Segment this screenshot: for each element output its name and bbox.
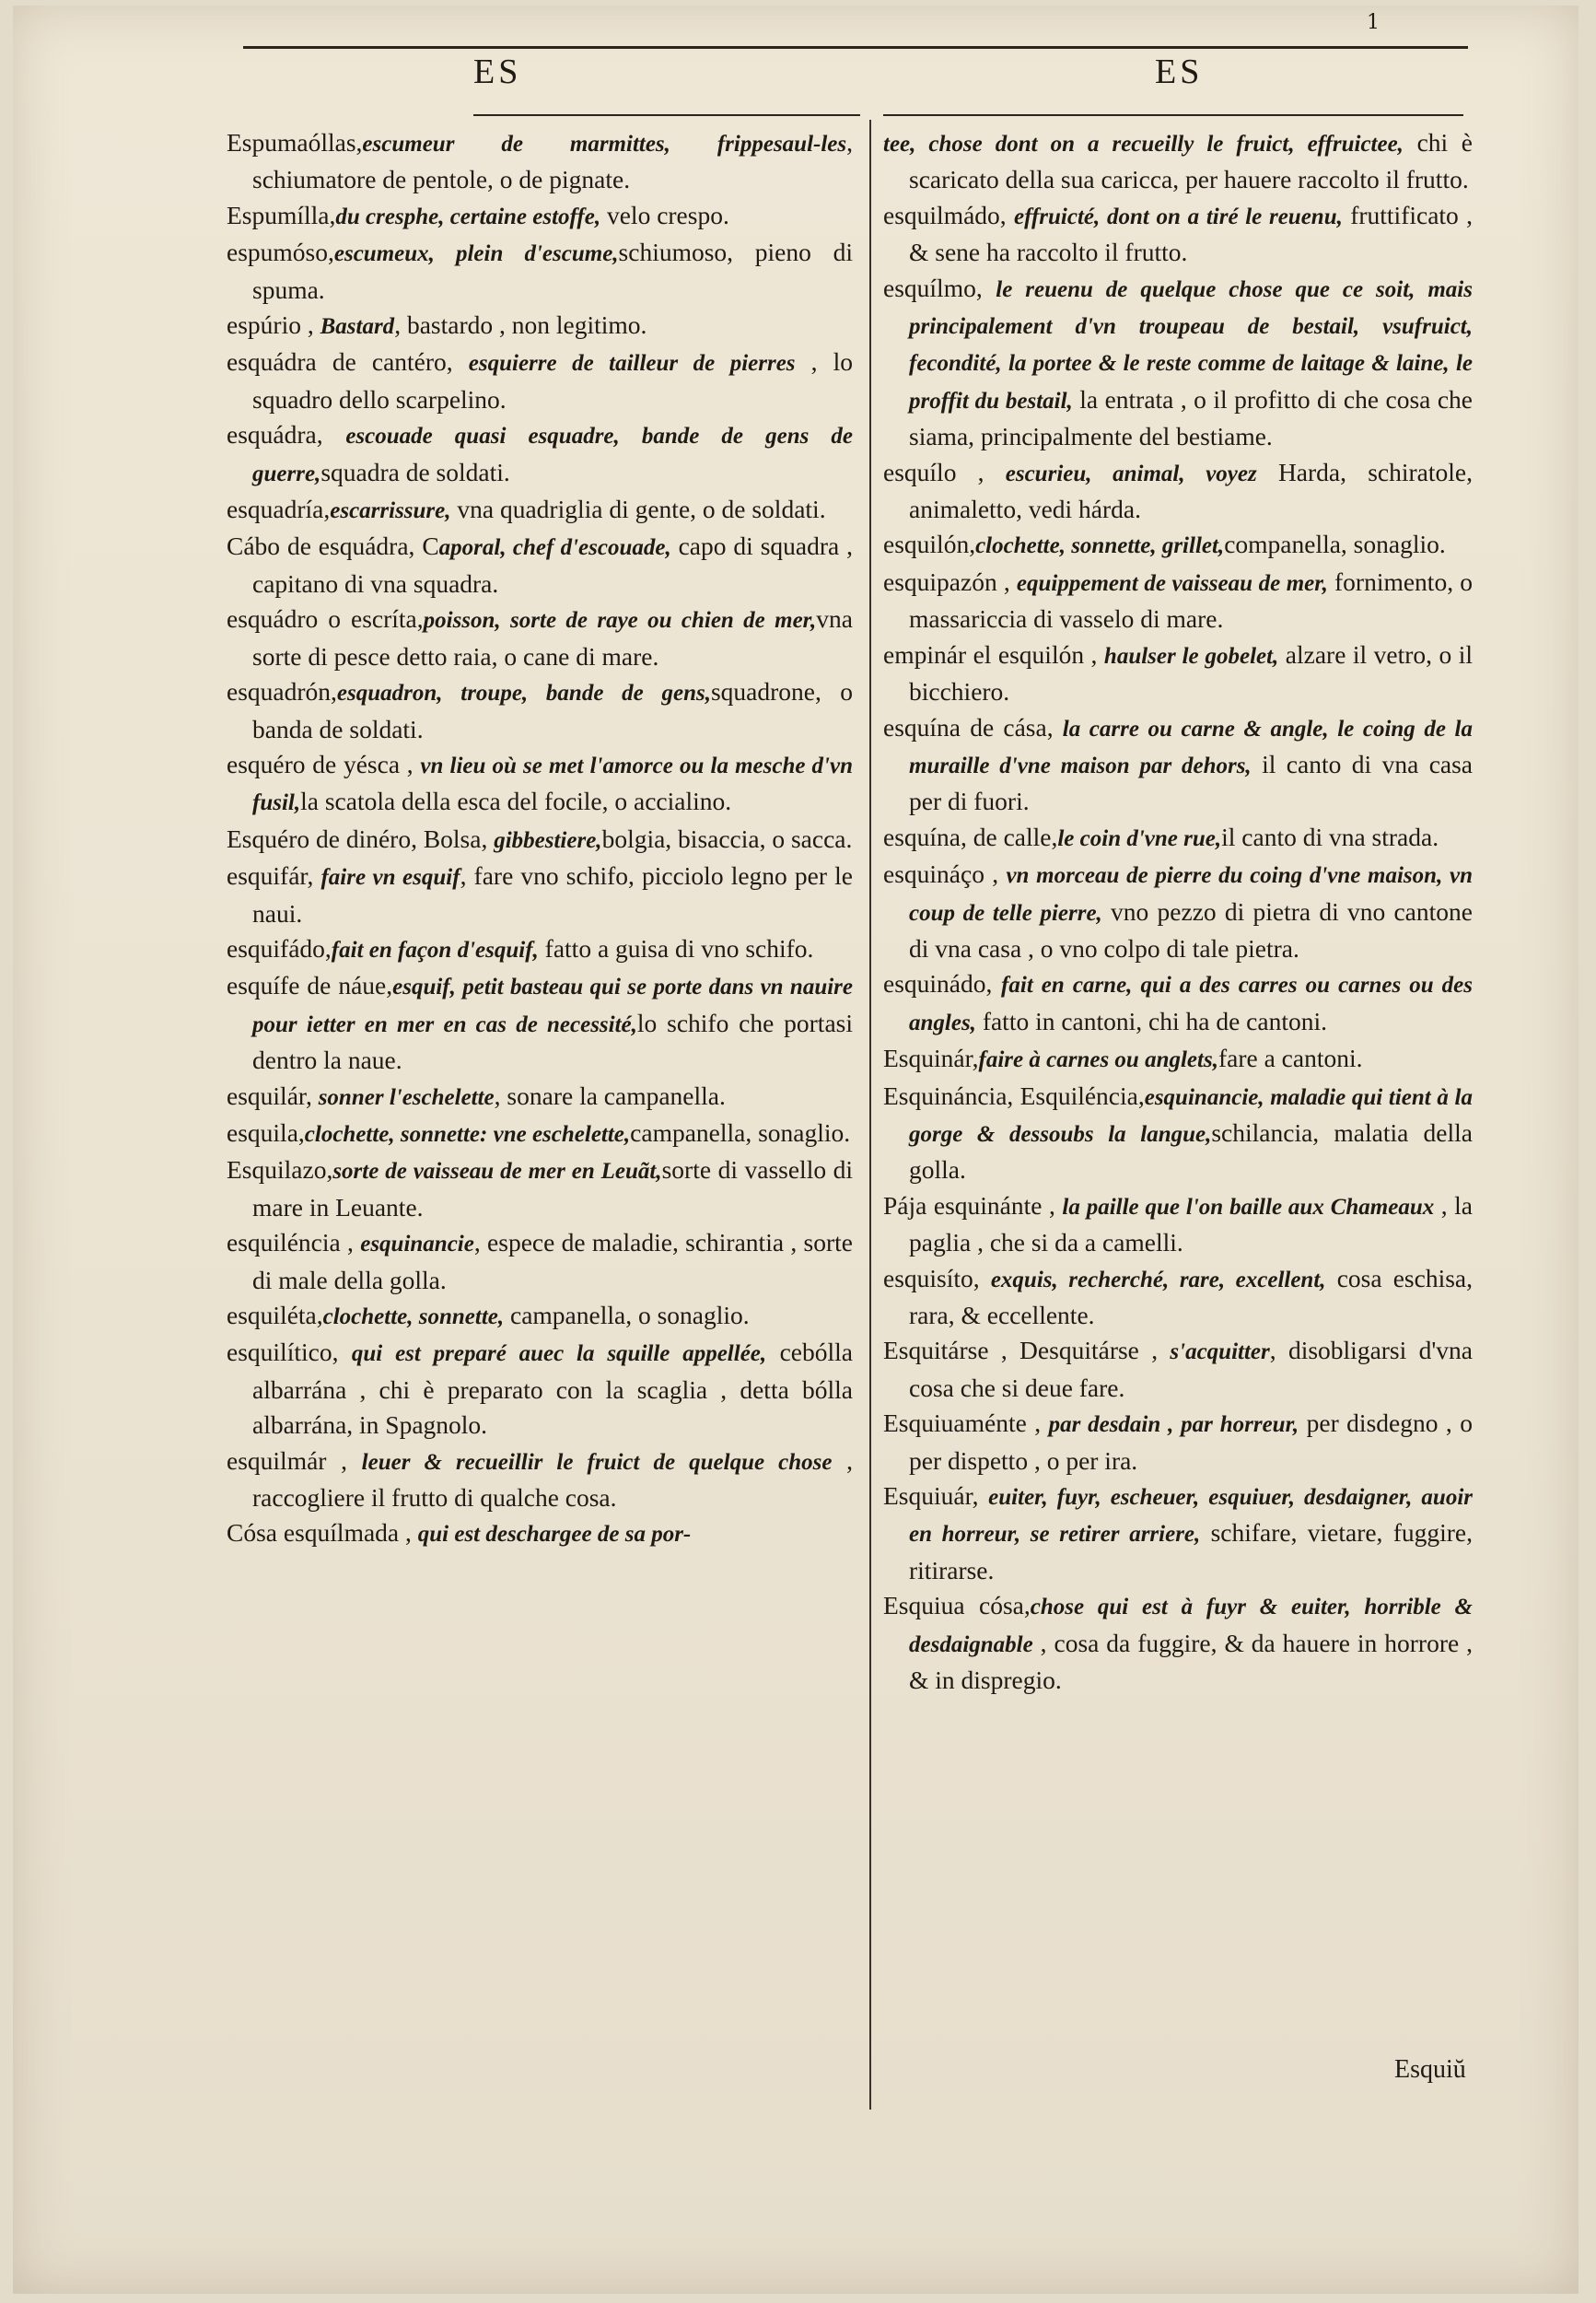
italian-gloss: , raccogliere il frutto di qualche cosa. xyxy=(252,1445,853,1513)
headword-text: esquilítico, xyxy=(227,1338,352,1367)
french-gloss: le reuenu de quelque chose que ce soit, mais principalement d'vn troupeau de bestail, vsufruict, fecondité, la portee & le reste comme de laitage & laine, le proffit du bestail, xyxy=(909,276,1473,414)
dictionary-entry xyxy=(227,529,853,602)
headword-text: Espumílla, xyxy=(227,200,336,229)
italian-gloss: companella, sonaglio. xyxy=(1224,530,1446,559)
dictionary-entry xyxy=(883,1041,1473,1078)
dictionary-entry xyxy=(227,1335,853,1443)
french-gloss: chose qui est à fuyr & euiter, horrible & desdaignable xyxy=(909,1595,1473,1657)
headword-text: esquináço , xyxy=(883,859,1007,889)
headword-text: esquadrón, xyxy=(227,677,337,707)
headword-text: esquífe de náue, xyxy=(227,971,393,1000)
french-gloss: equippement de vaisseau de mer, xyxy=(1016,570,1328,596)
french-gloss: esquadron, troupe, bande de gens, xyxy=(336,681,711,707)
french-gloss: du cresphe, certaine estoffe, xyxy=(335,204,601,229)
italian-gloss: bolgia, bisaccia, o sacca. xyxy=(601,824,853,853)
dictionary-entry xyxy=(227,1444,853,1516)
italian-gloss: fatto in cantoni, chi ha de cantoni. xyxy=(975,1006,1327,1035)
header-rule xyxy=(243,46,1468,49)
italian-gloss: fornimento, o massariccia di vasselo di mare. xyxy=(909,567,1473,634)
folio-mark: 1 xyxy=(1367,11,1380,34)
french-gloss: vn morceau de pierre du coing d'vne maison, vn coup de telle pierre, xyxy=(909,863,1473,926)
headword-text: espumóso, xyxy=(227,238,334,267)
dictionary-entry xyxy=(227,1298,853,1335)
dictionary-entry xyxy=(227,674,853,747)
french-gloss: euiter, fuyr, escheuer, esquiuer, desdaigner, auoir en horreur, se retirer arriere, xyxy=(909,1485,1473,1548)
french-gloss: sonner l'eschelette xyxy=(318,1084,495,1110)
italian-gloss: , sonare la campanella. xyxy=(494,1081,726,1110)
dictionary-entry xyxy=(227,345,853,417)
headword-text: esquisíto, xyxy=(883,1263,991,1292)
dictionary-entry xyxy=(883,271,1473,455)
italian-gloss: per disdegno , o per dispetto , o per ira. xyxy=(909,1409,1473,1475)
italian-gloss: cebólla albarrána , chi è preparato con la scaglia , detta bólla albarrána, in Spagnolo. xyxy=(252,1338,853,1440)
french-gloss: escumeux, plein d'escume, xyxy=(333,241,619,267)
dictionary-entry xyxy=(883,1079,1473,1188)
french-gloss: fait en carne, qui a des carres ou carnes ou des angles, xyxy=(909,973,1473,1035)
dictionary-entry xyxy=(883,1588,1473,1698)
headword-text: Esquiuaménte , xyxy=(883,1409,1049,1438)
italian-gloss: il canto di vna strada. xyxy=(1221,822,1439,851)
french-gloss: s'acquitter xyxy=(1170,1339,1270,1365)
dictionary-entry xyxy=(883,637,1473,710)
running-head-left: ES xyxy=(473,53,522,91)
italian-gloss: la entrata , o il profitto di che cosa che siama, principalmente del bestiame. xyxy=(909,384,1474,451)
french-gloss: fait en façon d'esquif, xyxy=(331,937,539,963)
headword-text: espúrio , xyxy=(227,310,320,340)
french-gloss: tee, chose dont on a recueilly le fruict, effruictee, xyxy=(883,132,1404,157)
french-gloss: faire à carnes ou anglets, xyxy=(978,1047,1218,1073)
french-gloss: esquinancie, maladie qui tient à la gorge & dessoubs la langue, xyxy=(909,1084,1474,1147)
dictionary-entry xyxy=(883,1406,1473,1479)
french-gloss: la paille que l'on baille aux Chameaux xyxy=(1062,1194,1435,1220)
headword-text: Esquiua cósa, xyxy=(883,1591,1031,1620)
dictionary-entry xyxy=(227,822,853,859)
headword-text: esquína, de calle, xyxy=(883,822,1058,851)
dictionary-entry xyxy=(883,1188,1473,1261)
dictionary-entry xyxy=(883,857,1473,966)
french-gloss: poisson, sorte de raye ou chien de mer, xyxy=(423,608,817,634)
headword-text: esquilár, xyxy=(227,1081,319,1110)
dictionary-entry xyxy=(227,1079,853,1116)
italian-gloss: , bastardo , non legitimo. xyxy=(394,310,647,340)
dictionary-entry xyxy=(227,931,853,968)
french-gloss: esquierre de tailleur de pierres xyxy=(468,351,796,377)
dictionary-entry xyxy=(227,968,853,1078)
french-gloss: le coin d'vne rue, xyxy=(1057,825,1222,851)
headword-text: esquilmár , xyxy=(227,1445,362,1475)
french-gloss: la carre ou carne & angle, le coing de la muraille d'vne maison par dehors, xyxy=(909,716,1474,778)
dictionary-entry xyxy=(227,198,853,235)
french-gloss: faire vn esquif xyxy=(320,865,460,891)
italian-gloss: campanella, sonaglio. xyxy=(630,1117,851,1147)
dictionary-entry xyxy=(883,455,1473,528)
french-gloss: gibbestiere, xyxy=(494,827,602,853)
headword-text: esquína de cása, xyxy=(883,712,1063,742)
headword-text: esquila, xyxy=(227,1117,305,1147)
headword-text: Cósa esquílmada , xyxy=(227,1518,418,1548)
dictionary-entry xyxy=(883,527,1473,564)
headword-text: Pája esquinánte , xyxy=(883,1190,1063,1220)
dictionary-entry xyxy=(227,1515,853,1552)
headword-text: Cábo de esquádra, C xyxy=(227,532,439,561)
italian-gloss: alzare il vetro, o il bicchiero. xyxy=(909,639,1474,707)
italian-gloss: Harda, schiratole, animaletto, vedi hárda. xyxy=(909,457,1473,524)
dictionary-entry xyxy=(227,1116,853,1152)
french-gloss: escarrissure, xyxy=(330,498,451,524)
headword-text: Esquiuár, xyxy=(883,1481,989,1511)
headword-text: Esquilazo, xyxy=(227,1155,333,1185)
dictionary-entry xyxy=(883,1261,1473,1334)
dictionary-entry xyxy=(227,235,853,308)
headword-text: esquipazón , xyxy=(883,567,1017,596)
headword-text: empinár el esquilón , xyxy=(883,639,1104,669)
headword-text: esquadría, xyxy=(227,495,331,524)
dictionary-entry xyxy=(883,710,1473,820)
headword-text: Esquitárse , Desquitárse , xyxy=(883,1336,1171,1365)
french-gloss: haulser le gobelet, xyxy=(1103,643,1279,669)
right-column xyxy=(883,125,1473,1698)
french-gloss: qui est deschargee de sa por- xyxy=(417,1522,692,1548)
headword-text: esquádro o escríta, xyxy=(227,604,424,634)
italian-gloss: , espece de maladie, schirantia , sorte di male della golla. xyxy=(252,1228,854,1294)
headword-text: esquifádo, xyxy=(227,933,332,963)
french-gloss: esquinancie xyxy=(360,1232,474,1257)
headword-text: esquádra, xyxy=(227,420,346,450)
dictionary-entry xyxy=(883,125,1473,198)
french-gloss: esquif, petit basteau qui se porte dans vn nauire pour ietter en mer en cas de necessité, xyxy=(252,975,854,1037)
french-gloss: leuer & recueillir le fruict de quelque chose xyxy=(361,1449,833,1475)
dictionary-page xyxy=(13,6,1579,2294)
headword-text: esquinádo, xyxy=(883,969,1002,999)
column-divider xyxy=(869,120,871,2110)
headword-text: Esquinár, xyxy=(883,1044,979,1073)
dictionary-entry xyxy=(227,1225,853,1298)
italian-gloss: sorte di vassello di mare in Leuante. xyxy=(252,1155,853,1222)
dictionary-entry xyxy=(227,1152,853,1225)
headword-text: esquilmádo, xyxy=(883,200,1014,229)
italian-gloss: schiumoso, pieno di spuma. xyxy=(252,238,853,304)
catchword: Esquiŭ xyxy=(1394,2055,1466,2084)
left-column xyxy=(227,125,853,1553)
italian-gloss: fare a cantoni. xyxy=(1217,1044,1363,1073)
headword-text: Esquéro de dinéro, Bolsa, xyxy=(227,824,495,853)
french-gloss: escurieu, animal, voyez xyxy=(1005,461,1257,486)
headword-text: Esquináncia, Esquiléncia, xyxy=(883,1081,1145,1110)
italian-gloss: , lo squadro dello scarpelino. xyxy=(252,347,854,414)
dictionary-entry xyxy=(227,417,853,492)
italian-gloss: campanella, o sonaglio. xyxy=(504,1301,750,1329)
french-gloss: escumeur de marmittes, frippesaul-les xyxy=(362,132,847,157)
italian-gloss: , la paglia , che si da a camelli. xyxy=(909,1190,1473,1257)
french-gloss: qui est preparé auec la squille appellée, xyxy=(351,1341,767,1367)
italian-gloss: vna sorte di pesce detto raia, o cane di mare. xyxy=(252,604,853,671)
dictionary-entry xyxy=(227,308,853,345)
dictionary-entry xyxy=(227,125,853,198)
running-head-right: ES xyxy=(1155,53,1204,91)
french-gloss: clochette, sonnette, xyxy=(322,1304,505,1329)
french-gloss: exquis, recherché, rare, excellent, xyxy=(990,1267,1326,1292)
italian-gloss: schifare, vietare, fuggire, ritirarse. xyxy=(909,1518,1473,1584)
dictionary-entry xyxy=(883,198,1473,271)
italian-gloss: chi è scaricato della sua caricca, per hauere raccolto il frutto. xyxy=(909,128,1473,194)
french-gloss: clochette, sonnette: vne eschelette, xyxy=(304,1121,631,1147)
italian-gloss: , disobligarsi d'vna cosa che si deue fare. xyxy=(909,1336,1473,1402)
italian-gloss: schilancia, malatia della golla. xyxy=(909,1117,1473,1185)
italian-gloss: capo di squadra , capitano di vna squadra. xyxy=(252,532,854,598)
head-rule-right xyxy=(883,114,1463,116)
italian-gloss: lo schifo che portasi dentro la naue. xyxy=(252,1008,853,1075)
italian-gloss: la scatola della esca del focile, o accialino. xyxy=(300,787,732,816)
italian-gloss: cosa eschisa, rara, & eccellente. xyxy=(909,1263,1473,1329)
french-gloss: sorte de vaisseau de mer en Leuãt, xyxy=(332,1159,662,1185)
french-gloss: vn lieu où se met l'amorce ou la mesche d'vn fusil, xyxy=(252,753,854,816)
french-gloss: effruicté, dont on a tiré le reuenu, xyxy=(1014,204,1343,229)
french-gloss: clochette, sonnette, grillet, xyxy=(975,533,1225,559)
french-gloss: Bastard xyxy=(320,314,395,340)
headword-text: esquéro de yésca , xyxy=(227,749,421,778)
italian-gloss: , fare vno schifo, picciolo legno per le naui. xyxy=(252,861,853,928)
headword-text: esquádra de cantéro, xyxy=(227,347,469,377)
dictionary-entry xyxy=(227,492,853,529)
headword-text: esquiléncia , xyxy=(227,1228,361,1257)
dictionary-entry xyxy=(883,820,1473,857)
italian-gloss: squadrone, o banda de soldati. xyxy=(252,677,853,743)
italian-gloss: squadra de soldati. xyxy=(320,457,510,486)
dictionary-entry xyxy=(883,565,1473,637)
dictionary-entry xyxy=(227,859,853,931)
italian-gloss: fruttificato , & sene ha raccolto il frutto. xyxy=(909,200,1473,267)
head-rule-left xyxy=(473,114,860,116)
headword-text: esquifár, xyxy=(227,861,321,891)
dictionary-entry xyxy=(883,1479,1473,1588)
french-gloss: aporal, chef d'escouade, xyxy=(438,535,671,561)
headword-text: Espumaóllas, xyxy=(227,128,363,157)
italian-gloss: , schiumatore de pentole, o de pignate. xyxy=(252,128,853,194)
headword-text: esquiléta, xyxy=(227,1301,323,1329)
italian-gloss: , cosa da fuggire, & da hauere in horrore , & in dispregio. xyxy=(909,1628,1473,1695)
italian-gloss: vna quadriglia di gente, o de soldati. xyxy=(450,495,826,524)
italian-gloss: vno pezzo di pietra di vno cantone di vna casa , o vno colpo di tale pietra. xyxy=(909,896,1473,963)
headword-text: esquílmo, xyxy=(883,273,996,302)
italian-gloss: fatto a guisa di vno schifo. xyxy=(538,933,814,963)
dictionary-entry xyxy=(227,747,853,822)
french-gloss: escouade quasi esquadre, bande de gens de guerre, xyxy=(252,424,853,486)
headword-text: esquílo , xyxy=(883,457,1006,486)
italian-gloss: il canto di vna casa per di fuori. xyxy=(909,749,1474,816)
french-gloss: par desdain , par horreur, xyxy=(1048,1412,1299,1438)
italian-gloss: velo crespo. xyxy=(600,200,729,229)
dictionary-entry xyxy=(883,1333,1473,1406)
headword-text: esquilón, xyxy=(883,530,976,559)
dictionary-entry xyxy=(883,966,1473,1041)
dictionary-entry xyxy=(227,602,853,674)
